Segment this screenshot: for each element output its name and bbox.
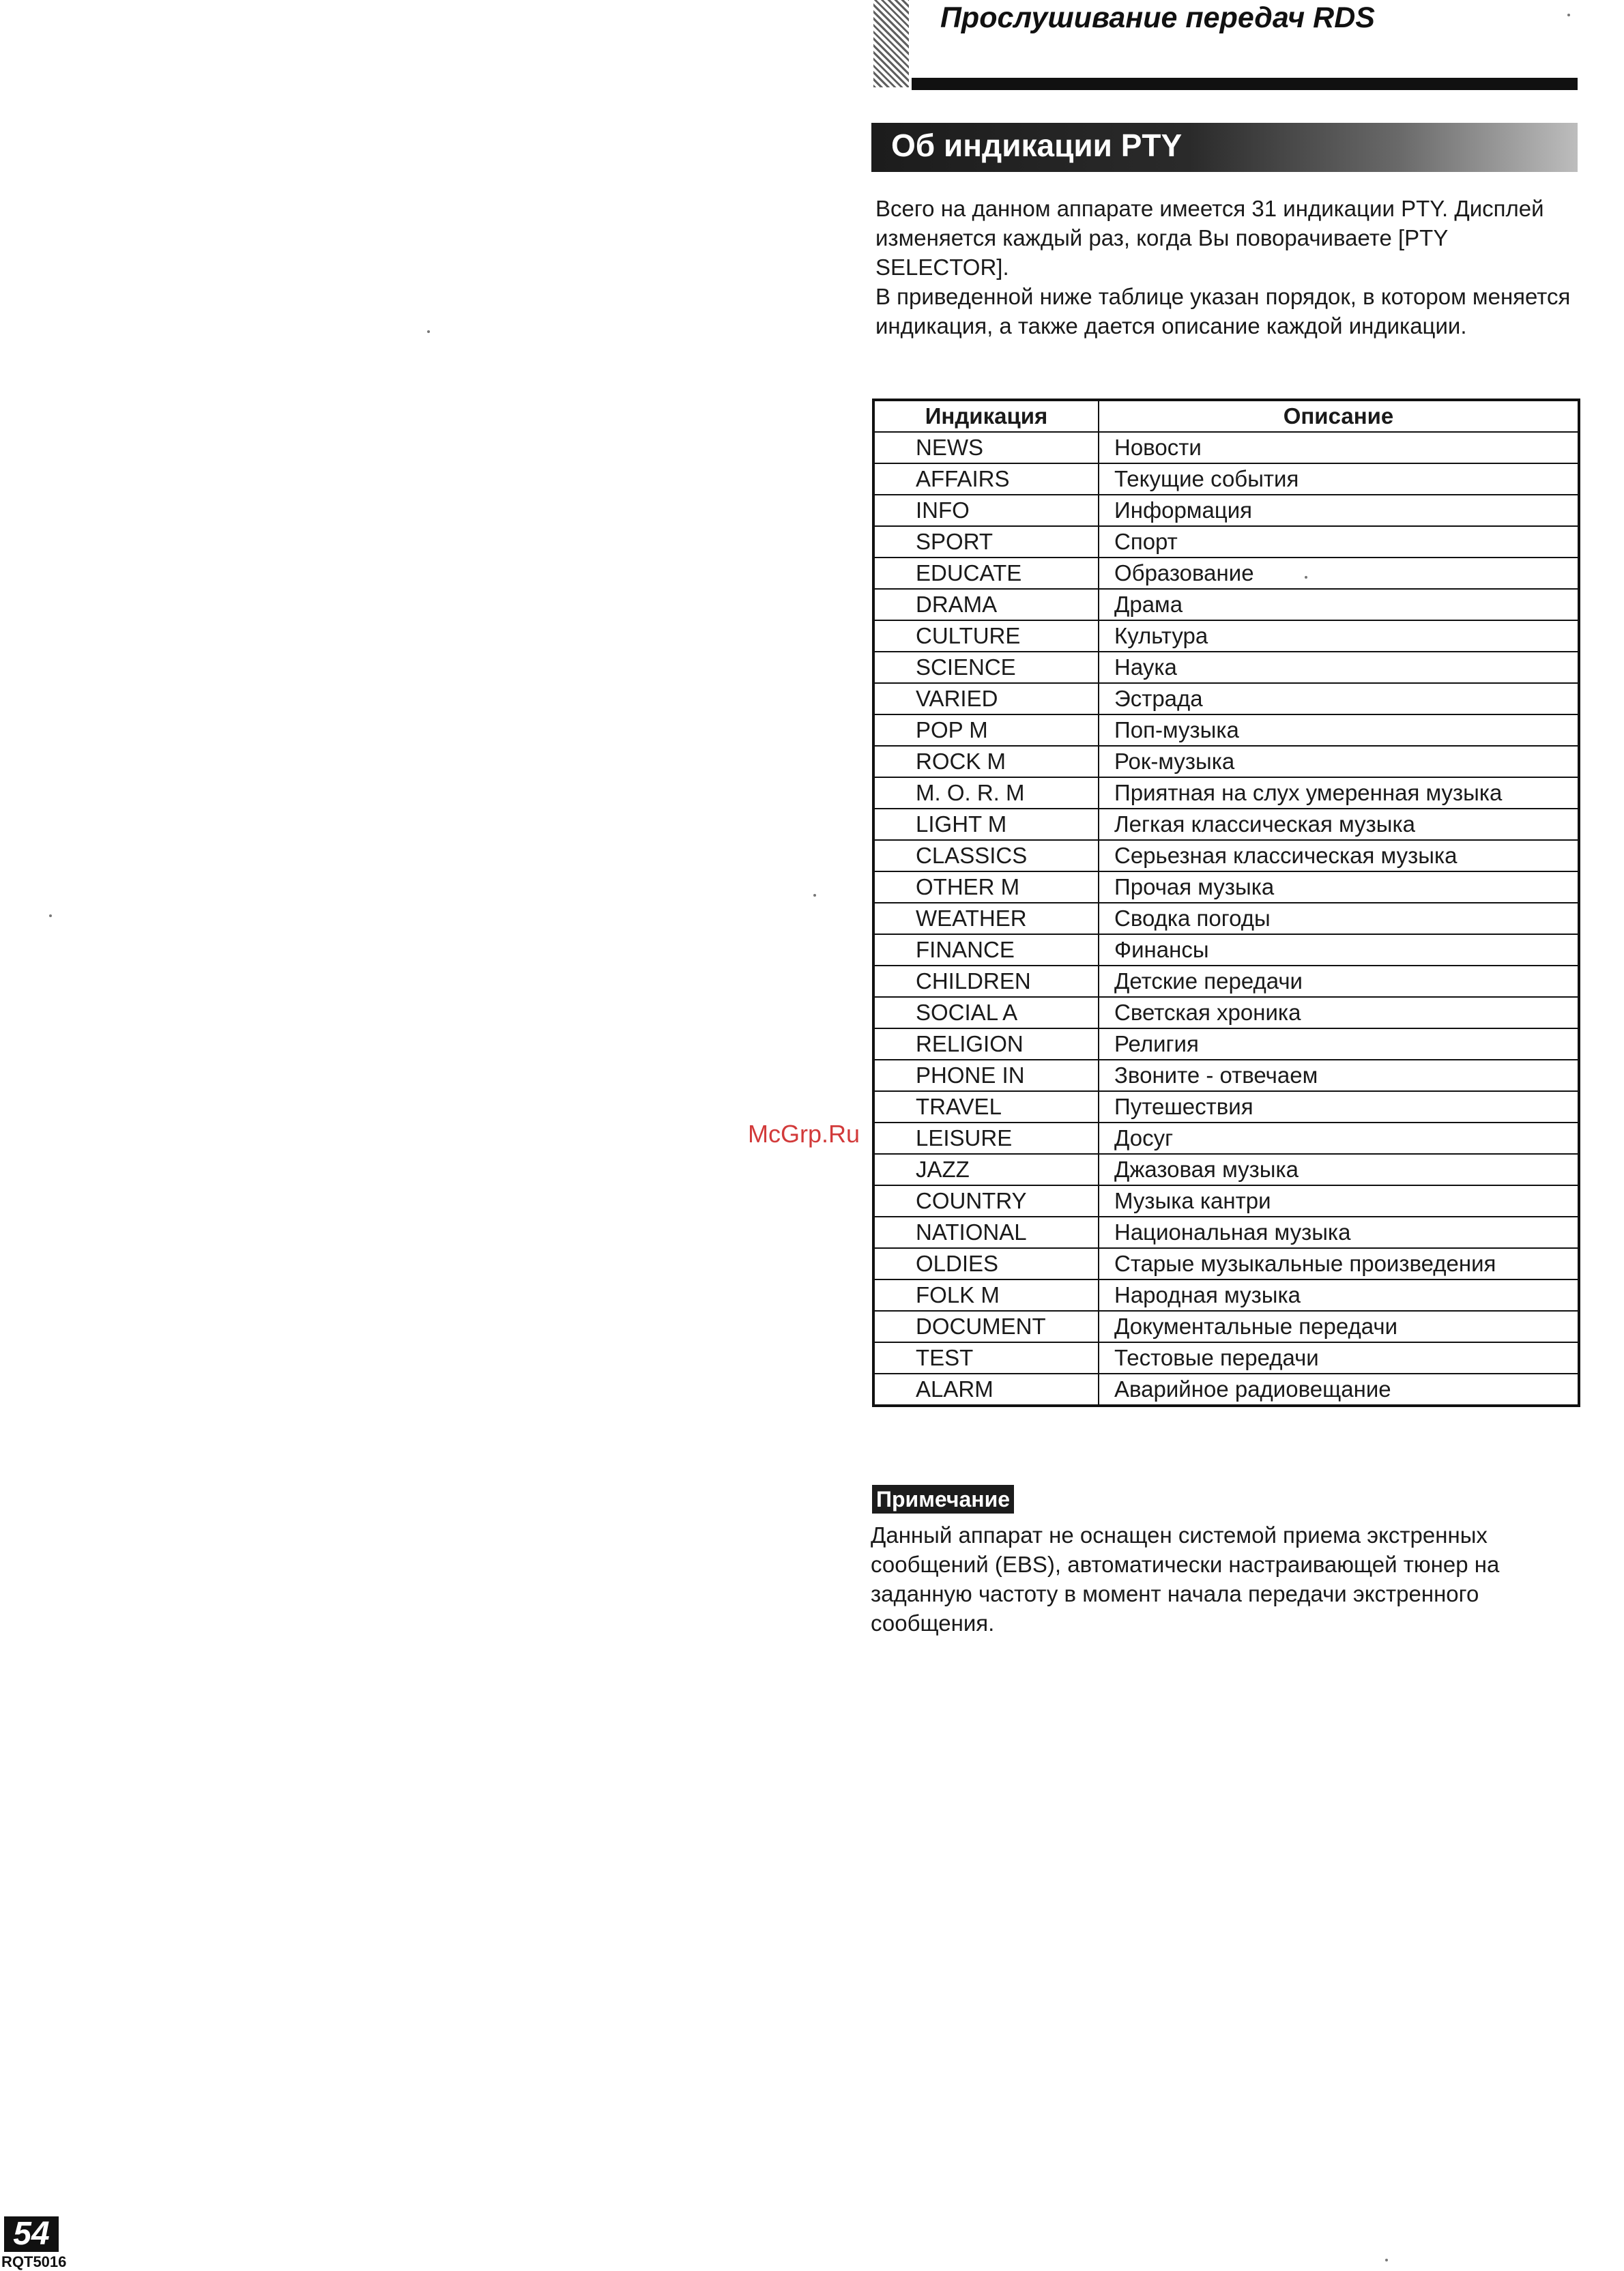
pty-code: ROCK M [873,746,1099,777]
pty-description: Поп-музыка [1099,714,1579,746]
pty-code: PHONE IN [873,1060,1099,1091]
pty-code: CULTURE [873,620,1099,652]
table-row [873,1279,1579,1311]
pty-code: VARIED [873,683,1099,714]
intro-paragraph-2: В приведенной ниже таблице указан порядок, в котором меняется индикация, а также дается описание каждой индикации. [875,284,1571,338]
pty-description: Религия [1099,1028,1579,1060]
scan-speck [49,914,52,917]
pty-code: AFFAIRS [873,463,1099,495]
scan-speck [813,894,816,897]
pty-code: NATIONAL [873,1217,1099,1248]
pty-code: LIGHT M [873,809,1099,840]
table-row [873,1154,1579,1185]
pty-description: Легкая классическая музыка [1099,809,1579,840]
pty-description: Культура [1099,620,1579,652]
pty-code: EDUCATE [873,558,1099,589]
pty-description: Народная музыка [1099,1279,1579,1311]
pty-description: Новости [1099,432,1579,463]
pty-code: CHILDREN [873,966,1099,997]
pty-description: Драма [1099,589,1579,620]
table-row [873,1311,1579,1342]
pty-code: NEWS [873,432,1099,463]
pty-code: POP M [873,714,1099,746]
pty-code: WEATHER [873,903,1099,934]
table-row [873,934,1579,966]
pty-description: Тестовые передачи [1099,1342,1579,1374]
pty-table-body [873,432,1579,1406]
header-texture-decoration [873,0,909,87]
pty-code: OLDIES [873,1248,1099,1279]
pty-description: Спорт [1099,526,1579,558]
watermark: McGrp.Ru [748,1120,860,1148]
column-header-indication: Индикация [873,400,1099,432]
pty-code: CLASSICS [873,840,1099,871]
pty-code: TEST [873,1342,1099,1374]
table-row [873,871,1579,903]
pty-code: DRAMA [873,589,1099,620]
table-row [873,1091,1579,1123]
pty-description: Досуг [1099,1123,1579,1154]
pty-description: Финансы [1099,934,1579,966]
intro-text [875,194,1571,341]
pty-description: Звоните - отвечаем [1099,1060,1579,1091]
pty-code: SPORT [873,526,1099,558]
pty-description: Текущие события [1099,463,1579,495]
document-code: RQT5016 [1,2253,67,2270]
scan-speck [427,330,430,333]
pty-code: OTHER M [873,871,1099,903]
pty-description: Национальная музыка [1099,1217,1579,1248]
table-row [873,777,1579,809]
table-row [873,746,1579,777]
table-row [873,558,1579,589]
table-header-row [873,400,1579,432]
table-row [873,589,1579,620]
pty-code: SCIENCE [873,652,1099,683]
table-row [873,526,1579,558]
table-row [873,1342,1579,1374]
pty-code: COUNTRY [873,1185,1099,1217]
pty-description: Прочая музыка [1099,871,1579,903]
pty-code: FOLK M [873,1279,1099,1311]
table-row [873,463,1579,495]
table-row [873,966,1579,997]
header-rule [912,78,1578,90]
page-header-title: Прослушивание передач RDS [940,1,1375,34]
pty-description: Детские передачи [1099,966,1579,997]
pty-description: Сводка погоды [1099,903,1579,934]
pty-description: Документальные передачи [1099,1311,1579,1342]
page-number: 54 [4,2216,59,2252]
pty-code: JAZZ [873,1154,1099,1185]
pty-code: M. O. R. M [873,777,1099,809]
table-row [873,1123,1579,1154]
pty-description: Образование [1099,558,1579,589]
intro-paragraph-1: Всего на данном аппарате имеется 31 индикации PTY. Дисплей изменяется каждый раз, когда Вы поворачиваете [PTY SELECTOR]. [875,196,1544,280]
table-row [873,1248,1579,1279]
pty-description: Наука [1099,652,1579,683]
pty-code: LEISURE [873,1123,1099,1154]
pty-code: DOCUMENT [873,1311,1099,1342]
pty-description: Аварийное радиовещание [1099,1374,1579,1406]
table-row [873,840,1579,871]
pty-code: ALARM [873,1374,1099,1406]
scan-speck [1385,2259,1388,2261]
table-row [873,620,1579,652]
scan-speck [1305,576,1307,579]
table-row [873,809,1579,840]
pty-description: Приятная на слух умеренная музыка [1099,777,1579,809]
table-row [873,1028,1579,1060]
pty-table [872,399,1580,1407]
table-row [873,495,1579,526]
table-row [873,903,1579,934]
note-text: Данный аппарат не оснащен системой приема экстренных сообщений (EBS), автоматически настраивающей тюнер на заданную частоту в момент начала передачи экстренного сообщения. [871,1522,1500,1636]
pty-code: SOCIAL A [873,997,1099,1028]
table-row [873,997,1579,1028]
pty-description: Информация [1099,495,1579,526]
pty-code: RELIGION [873,1028,1099,1060]
pty-code: FINANCE [873,934,1099,966]
pty-description: Джазовая музыка [1099,1154,1579,1185]
pty-description: Светская хроника [1099,997,1579,1028]
table-row [873,432,1579,463]
table-row [873,1374,1579,1406]
pty-description: Музыка кантри [1099,1185,1579,1217]
table-row [873,1217,1579,1248]
pty-code: INFO [873,495,1099,526]
section-title: Об индикации PTY [891,128,1183,163]
scan-speck [1567,14,1570,16]
table-row [873,1185,1579,1217]
note-label: Примечание [872,1485,1014,1514]
table-row [873,652,1579,683]
pty-description: Рок-музыка [1099,746,1579,777]
pty-description: Путешествия [1099,1091,1579,1123]
pty-description: Старые музыкальные произведения [1099,1248,1579,1279]
pty-description: Эстрада [1099,683,1579,714]
pty-code: TRAVEL [873,1091,1099,1123]
table-row [873,714,1579,746]
table-row [873,1060,1579,1091]
pty-description: Серьезная классическая музыка [1099,840,1579,871]
table-row [873,683,1579,714]
column-header-description: Описание [1099,400,1579,432]
